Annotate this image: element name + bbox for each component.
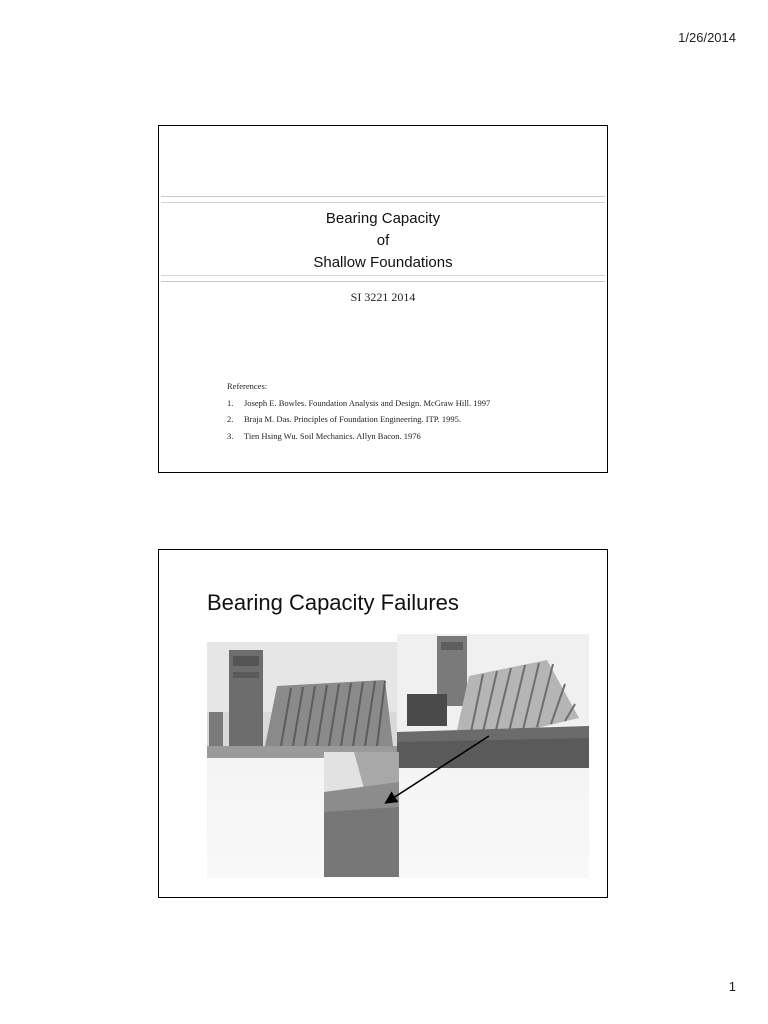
reference-text: Braja M. Das. Principles of Foundation Engineering. ITP. 1995. xyxy=(244,414,461,424)
slide2-title: Bearing Capacity Failures xyxy=(207,590,459,615)
title-band xyxy=(161,196,605,282)
reference-item xyxy=(227,428,597,445)
title-line-2: of xyxy=(376,232,390,249)
reference-number: 2. xyxy=(227,414,234,424)
reference-item xyxy=(227,411,597,428)
photo-grain-elevator-upright xyxy=(207,642,397,758)
reference-number: 1. xyxy=(227,397,234,408)
page-number: 1 xyxy=(728,979,736,994)
references-block xyxy=(227,378,597,444)
reference-number: 3. xyxy=(227,430,234,441)
title-line-1: Bearing Capacity xyxy=(325,210,441,227)
title-line-3: Shallow Foundations xyxy=(313,254,453,271)
references-heading: References: xyxy=(227,381,268,391)
slide-title-text xyxy=(161,208,605,274)
slide-title xyxy=(158,125,608,473)
photo-foundation-closeup xyxy=(324,752,399,877)
course-subtitle: SI 3221 2014 xyxy=(350,290,416,304)
slide-failures xyxy=(158,549,608,898)
reference-item xyxy=(227,395,597,412)
reference-text: Joseph E. Bowles. Foundation Analysis and Design. McGraw Hill. 1997 xyxy=(244,397,491,408)
page-date: 1/26/2014 xyxy=(678,30,736,45)
reference-text: Tien Hsing Wu. Soil Mechanics. Allyn Bacon. 1976 xyxy=(244,430,421,441)
photo-grain-elevator-tilted xyxy=(397,634,589,768)
references-list xyxy=(227,395,597,445)
